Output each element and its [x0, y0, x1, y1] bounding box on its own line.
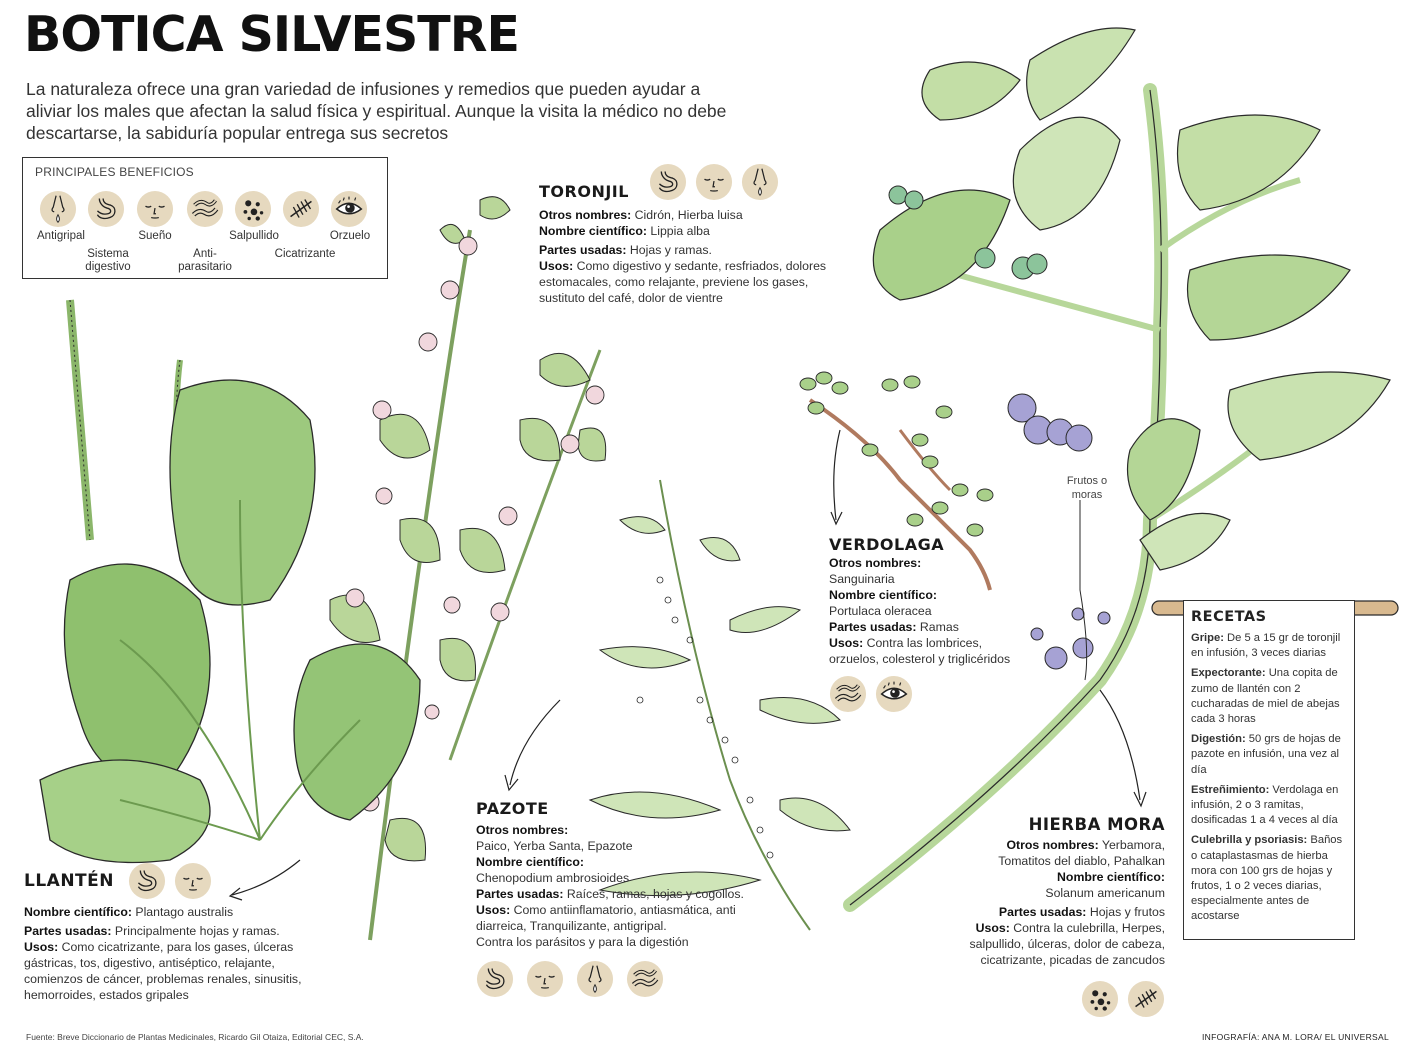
eye-icon: [875, 675, 913, 713]
worm-icon: [186, 190, 224, 228]
llanten-nombre-cientifico: Plantago australis: [131, 905, 234, 919]
toronjil-nombre-cientifico: Lippia alba: [646, 224, 710, 238]
frutos-label: Frutos o moras: [1066, 475, 1108, 501]
legend-label-antiparasitario: Anti-parasitario: [178, 248, 232, 273]
infographic-credit: INFOGRAFÍA: ANA M. LORA/ EL UNIVERSAL: [1202, 1032, 1389, 1042]
scar-stitch-icon: [282, 190, 320, 228]
hierba-mora-label-otros: Otros nombres:: [1006, 838, 1099, 852]
nose-drop-icon: [576, 960, 614, 998]
recipe-label: Gripe:: [1191, 632, 1224, 644]
toronjil-label-otros: Otros nombres:: [539, 208, 632, 222]
recipe-item: [1191, 783, 1348, 829]
llanten-usos: Como cicatrizante, para los gases, úlceras gástricas, tos, digestivo, antiséptico, relajante, comienzos de cáncer, problemas renales, sinusitis, hemorroides, estados gripales: [24, 940, 302, 1002]
pazote-label-partes: Partes usadas:: [476, 887, 564, 901]
source-credit: Fuente: Breve Diccionario de Plantas Medicinales, Ricardo Gil Otaiza, Editorial CEC, S.A.: [26, 1032, 364, 1042]
hierba-mora-label-partes: Partes usadas:: [998, 905, 1087, 919]
sleep-face-icon: [695, 163, 733, 201]
verdolaga-label-otros: Otros nombres:: [829, 556, 922, 570]
hierba-mora-otros-nombres: Yerbamora, Tomatitos del diablo, Pahalkan: [998, 838, 1165, 868]
pazote-usos: Como antiinflamatorio, antiasmática, anti diarreica, Tranquilizante, antigripal.: [476, 903, 736, 933]
verdolaga-section: [829, 535, 1029, 713]
recipe-text: Una copita de zumo de llantén con 2 cucharadas de miel de abejas cada 3 horas: [1191, 667, 1340, 726]
recipe-text: Verdolaga en infusión, 2 o 3 ramitas, dosificadas 1 a 4 veces al día: [1191, 783, 1339, 827]
llanten-label-cientifico: Nombre científico:: [24, 905, 132, 919]
recipe-item: [1191, 631, 1348, 661]
verdolaga-usos: Contra las lombrices, orzuelos, colesterol y triglicéridos: [829, 636, 1011, 666]
legend-label-sueno: Sueño: [138, 230, 172, 242]
toronjil-title: TORONJIL: [539, 181, 629, 201]
sleep-face-icon: [136, 190, 174, 228]
hierba-mora-label-cientifico: Nombre científico:: [1057, 870, 1165, 884]
hierba-mora-title: HIERBA MORA: [1028, 815, 1165, 834]
pazote-label-cientifico: Nombre científico:: [476, 855, 584, 869]
benefits-legend: [22, 157, 388, 279]
intro-text: La naturaleza ofrece una gran variedad de infusiones y remedios que pueden ayudar a aliviar los males que afectan la salud física y espiritual. Aunque la visita la médico no debe descartarse, la sabiduría popular entrega sus secretos: [26, 79, 727, 143]
legend-label-digestivo: Sistema digestivo: [85, 248, 131, 273]
pazote-partes-usadas: Raíces, ramas, hojas y cogollos.: [563, 887, 744, 901]
llanten-partes-usadas: Principalmente hojas y ramas.: [111, 924, 280, 938]
nose-drop-icon: [39, 190, 77, 228]
verdolaga-label-usos: Usos:: [829, 636, 864, 650]
llanten-section: [24, 862, 324, 1003]
toronjil-partes-usadas: Hojas y ramas.: [626, 243, 712, 257]
toronjil-label-partes: Partes usadas:: [539, 243, 627, 257]
hierba-mora-partes-usadas: Hojas y frutos: [1086, 905, 1165, 919]
pazote-label-usos: Usos:: [476, 903, 511, 917]
llanten-label-usos: Usos:: [24, 940, 59, 954]
verdolaga-label-partes: Partes usadas:: [829, 620, 917, 634]
verdolaga-label-cientifico: Nombre científico:: [829, 588, 937, 602]
recipe-label: Estreñimiento:: [1191, 783, 1270, 796]
stomach-icon: [87, 190, 125, 228]
scar-stitch-icon: [1127, 980, 1165, 1018]
recipes-heading: RECETAS: [1191, 609, 1267, 625]
verdolaga-partes-usadas: Ramas: [916, 620, 959, 634]
legend-label-orzuelo: Orzuelo: [329, 230, 371, 242]
llanten-title: LLANTÉN: [24, 871, 114, 891]
pazote-otros-nombres: Paico, Yerba Santa, Epazote: [476, 839, 633, 853]
verdolaga-otros-nombres: Sanguinaria: [829, 572, 895, 586]
recipe-label: Culebrilla y psoriasis:: [1191, 834, 1308, 847]
legend-heading: PRINCIPALES BENEFICIOS: [35, 165, 194, 179]
rash-dots-icon: [1081, 980, 1119, 1018]
hierba-mora-label-usos: Usos:: [975, 921, 1010, 935]
sleep-face-icon: [174, 862, 212, 900]
worm-icon: [829, 675, 867, 713]
toronjil-label-usos: Usos:: [539, 259, 574, 273]
recipe-text: 50 grs de hojas de pazote en infusión, una vez al día: [1191, 733, 1341, 776]
pazote-title: PAZOTE: [476, 799, 549, 818]
worm-icon: [626, 960, 664, 998]
nose-drop-icon: [741, 163, 779, 201]
sleep-face-icon: [526, 960, 564, 998]
recipe-item: [1191, 732, 1348, 778]
pazote-label-otros: Otros nombres:: [476, 823, 569, 837]
recipe-item: [1191, 666, 1348, 727]
recipe-item: [1191, 833, 1348, 924]
pazote-usos-extra: Contra los parásitos y para la digestión: [476, 935, 689, 949]
recipe-text: De 5 a 15 gr de toronjil en infusión, 3 veces diarias: [1191, 632, 1341, 660]
llanten-label-partes: Partes usadas:: [24, 924, 112, 938]
toronjil-label-cientifico: Nombre científico:: [539, 224, 647, 238]
hierba-mora-usos: Contra la culebrilla, Herpes, salpullido, úlceras, dolor de cabeza, cicatrizante, picadas de zancudos: [969, 921, 1165, 967]
pazote-section: [476, 799, 758, 998]
hierba-mora-nombre-cientifico: Solanum americanum: [1045, 886, 1165, 900]
legend-label-antigripal: Antigripal: [37, 230, 85, 242]
llanten-illustration: [40, 300, 420, 863]
toronjil-usos: Como digestivo y sedante, resfriados, dolores estomacales, como relajante, previene los gases, sustituto del café, dolor de vientre: [539, 259, 827, 305]
hierba-mora-section: [960, 815, 1165, 1018]
stomach-icon: [476, 960, 514, 998]
verdolaga-nombre-cientifico: Portulaca oleracea: [829, 604, 932, 618]
toronjil-section: [539, 163, 839, 306]
legend-label-cicatrizante: Cicatrizante: [274, 248, 336, 260]
pazote-nombre-cientifico: Chenopodium ambrosioides: [476, 871, 630, 885]
rash-dots-icon: [234, 190, 272, 228]
recipe-text: Baños o cataplastasmas de hierba mora con 100 grs de hojas y frutos, 1 o 2 veces diarias, especialmente antes de acostarse: [1191, 834, 1343, 923]
legend-label-salpullido: Salpullido: [229, 230, 279, 242]
page-title: BOTICA SILVESTRE: [24, 6, 519, 63]
recipe-label: Expectorante:: [1191, 667, 1266, 680]
eye-icon: [330, 190, 368, 228]
toronjil-otros-nombres: Cidrón, Hierba luisa: [631, 208, 743, 222]
stomach-icon: [128, 862, 166, 900]
verdolaga-title: VERDOLAGA: [829, 535, 945, 554]
stomach-icon: [649, 163, 687, 201]
recipes-card: [1183, 600, 1355, 940]
recipe-label: Digestión:: [1191, 733, 1246, 746]
